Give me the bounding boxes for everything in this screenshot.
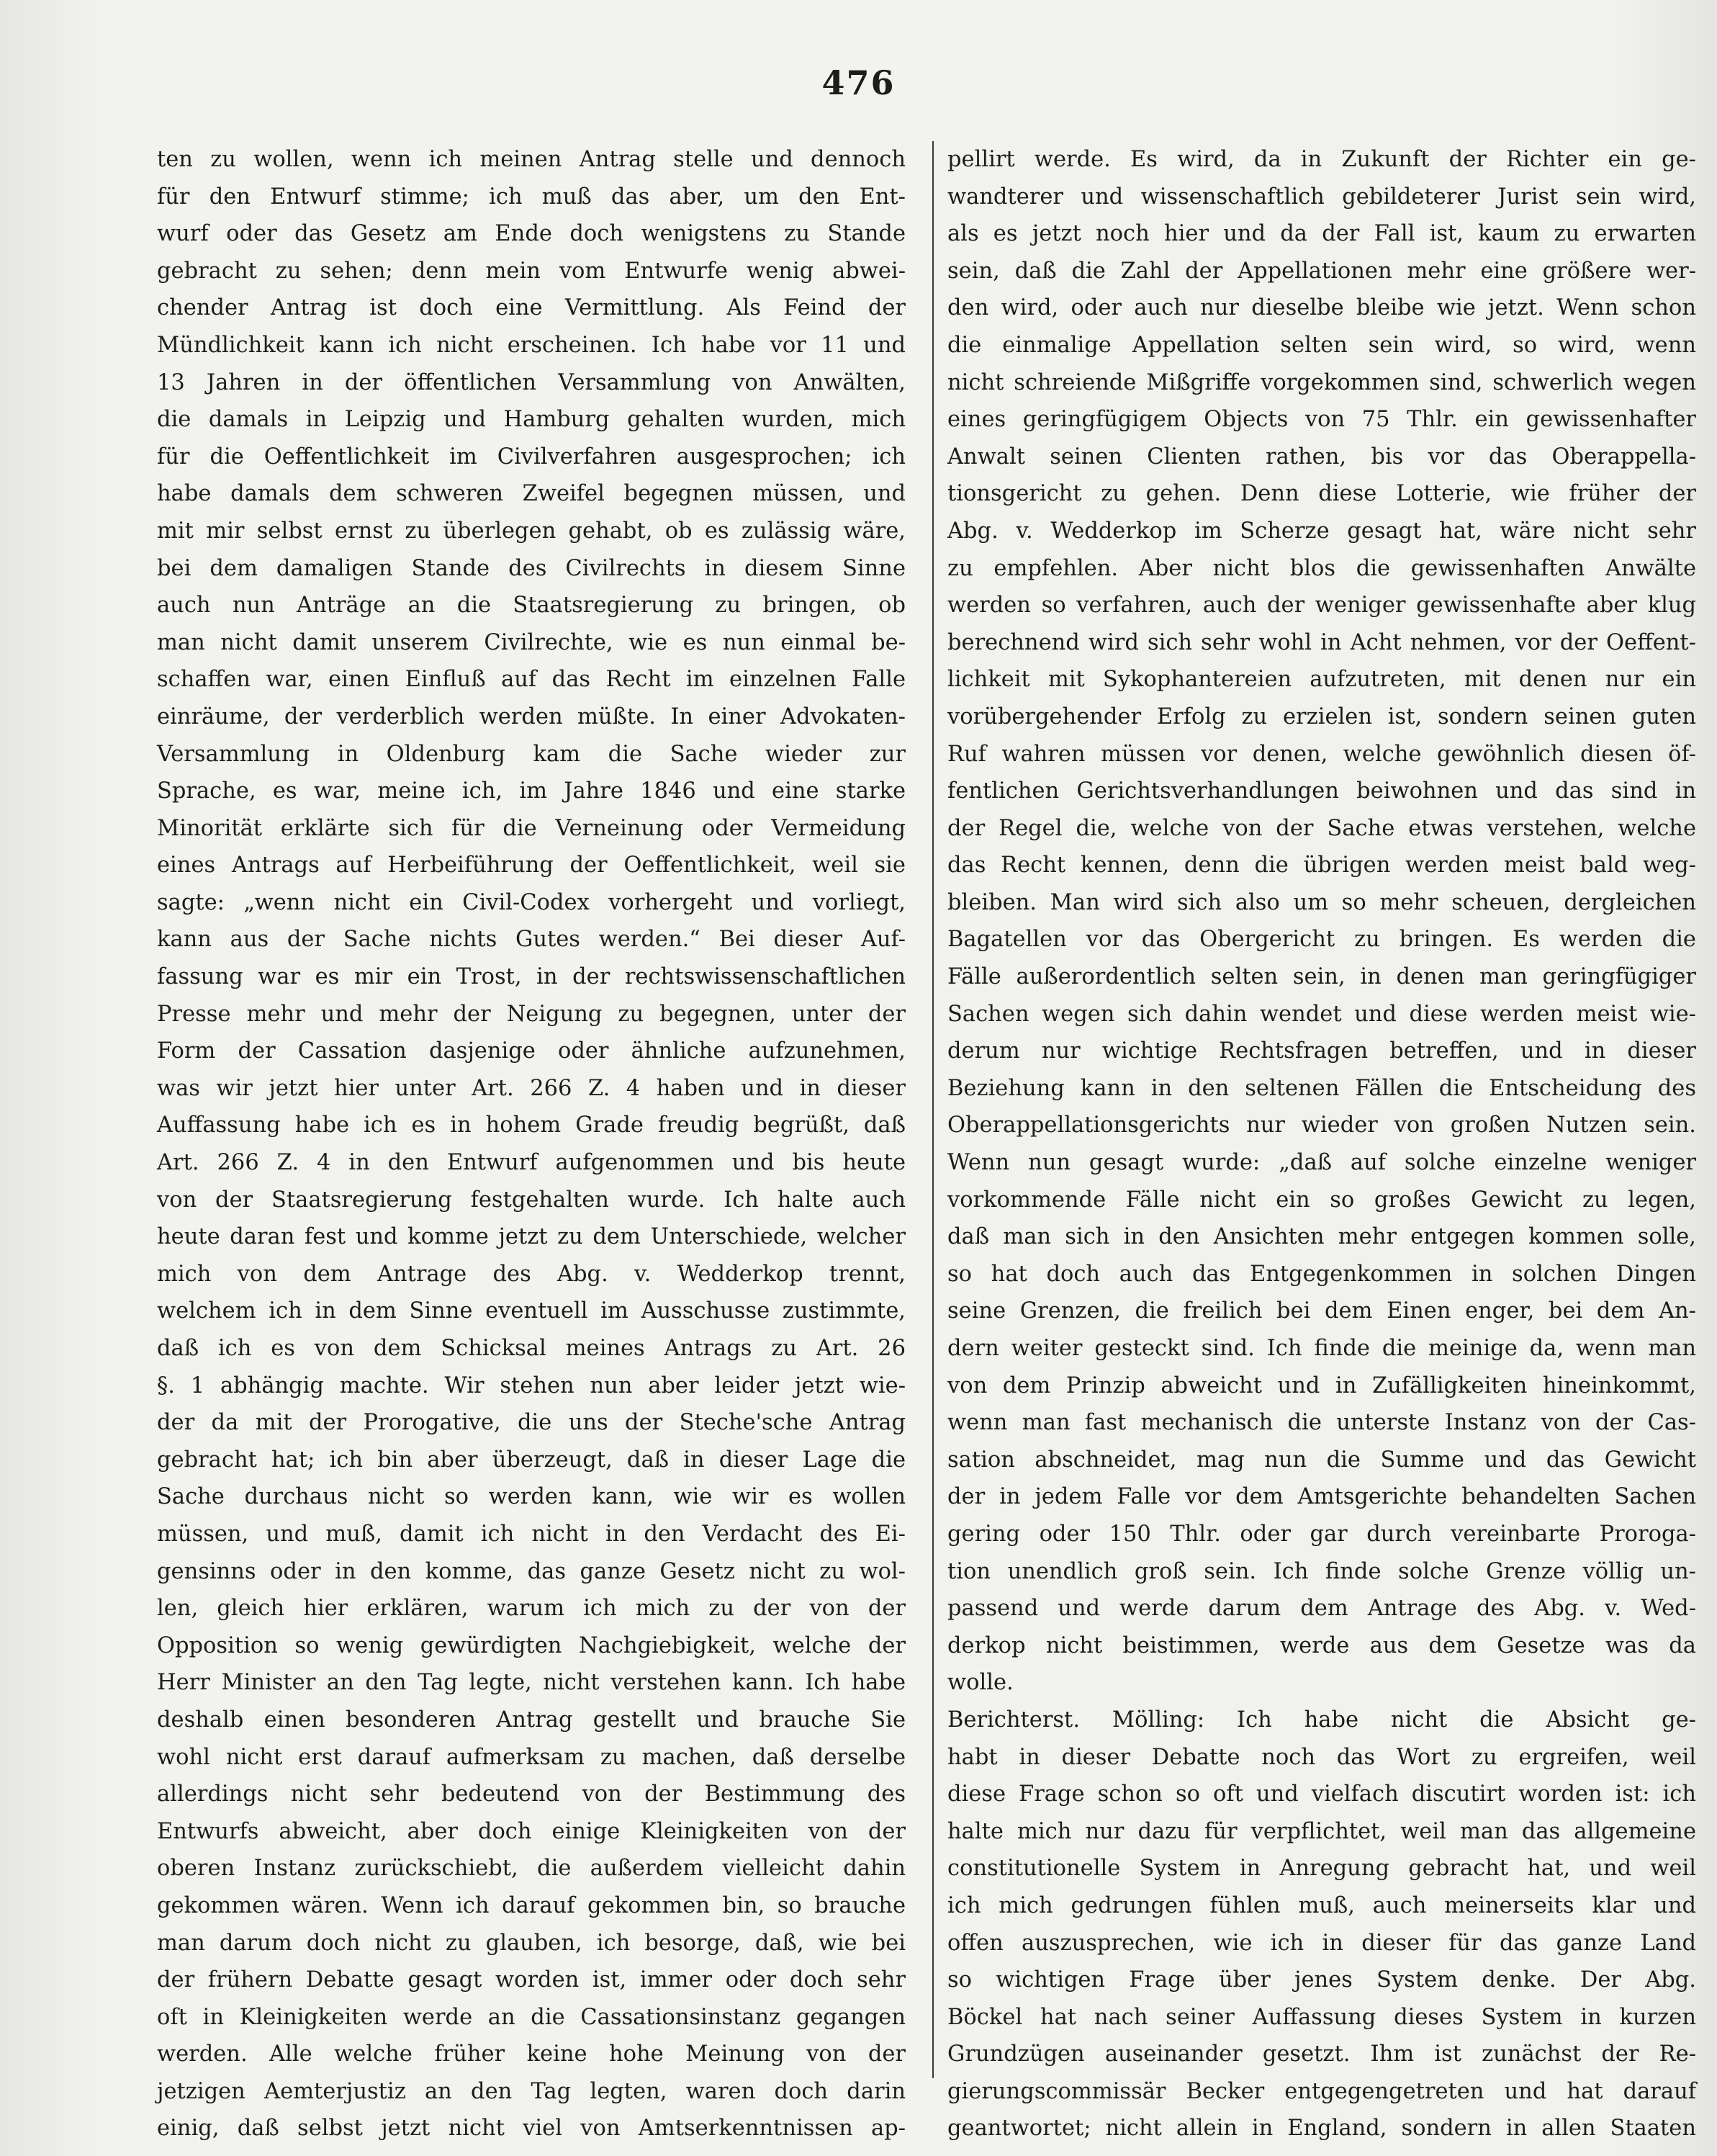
text-line: der Regel die, welche von der Sache etwas verstehen, welche: [947, 815, 1696, 841]
text-line: oft in Kleinigkeiten werde an die Cassationsinstanz gegangen: [157, 2004, 906, 2030]
text-line: Auffassung habe ich es in hohem Grade freudig begrüßt, daß: [157, 1113, 906, 1138]
text-line: habt in dieser Debatte noch das Wort zu ergreifen, weil: [947, 1744, 1696, 1770]
text-line: fassung war es mir ein Trost, in der rechtswissenschaftlichen: [157, 964, 906, 990]
text-line: Ruf wahren müssen vor denen, welche gewöhnlich diesen öf-: [947, 741, 1696, 767]
text-line: wohl nicht erst darauf aufmerksam zu machen, daß derselbe: [157, 1744, 906, 1770]
text-line: Opposition so wenig gewürdigten Nachgiebigkeit, welche der: [157, 1632, 906, 1658]
text-line: gekommen wären. Wenn ich darauf gekommen bin, so brauche: [157, 1892, 906, 1918]
text-line: vorübergehender Erfolg zu erzielen ist, sondern seinen guten: [947, 704, 1696, 729]
text-line: daß ich es von dem Schicksal meines Antrags zu Art. 26: [157, 1336, 906, 1361]
text-line: werden. Alle welche früher keine hohe Meinung von der: [157, 2042, 906, 2067]
text-line: mit mir selbst ernst zu überlegen gehabt, ob es zulässig wäre,: [157, 518, 906, 544]
text-line: das Recht kennen, denn die übrigen werden meist bald weg-: [947, 853, 1696, 879]
text-line: §. 1 abhängig machte. Wir stehen nun aber leider jetzt wie-: [157, 1373, 906, 1398]
text-line: Böckel hat nach seiner Auffassung dieses System in kurzen: [947, 2004, 1696, 2030]
text-line: was wir jetzt hier unter Art. 266 Z. 4 haben und in dieser: [157, 1075, 906, 1101]
text-line: Anwalt seinen Clienten rathen, bis vor das Oberappella-: [947, 444, 1696, 470]
text-line: Sachen wegen sich dahin wendet und diese werden meist wie-: [947, 1001, 1696, 1027]
text-line: man nicht damit unserem Civilrechte, wie es nun einmal be-: [157, 629, 906, 655]
text-line: man darum doch nicht zu glauben, ich besorge, daß, wie bei: [157, 1930, 906, 1956]
text-line: Wenn nun gesagt wurde: „daß auf solche einzelne weniger: [947, 1150, 1696, 1176]
text-line: eines Antrags auf Herbeiführung der Oeffentlichkeit, weil sie: [157, 853, 906, 879]
text-line: sagte: „wenn nicht ein Civil-Codex vorhergeht und vorliegt,: [157, 889, 906, 915]
text-line: der frühern Debatte gesagt worden ist, immer oder doch sehr: [157, 1967, 906, 1993]
text-line: der da mit der Prorogative, die uns der Steche'sche Antrag: [157, 1410, 906, 1436]
text-line: Entwurfs abweicht, aber doch einige Kleinigkeiten von der: [157, 1818, 906, 1844]
text-line: Abg. v. Wedderkop im Scherze gesagt hat, wäre nicht sehr: [947, 518, 1696, 544]
text-line: von dem Prinzip abweicht und in Zufälligkeiten hineinkommt,: [947, 1373, 1696, 1398]
text-line: Bagatellen vor das Obergericht zu bringen. Es werden die: [947, 927, 1696, 953]
text-line: gierungscommissär Becker entgegengetreten und hat darauf: [947, 2078, 1696, 2104]
text-line: Art. 266 Z. 4 in den Entwurf aufgenommen und bis heute: [157, 1150, 906, 1176]
text-line: Form der Cassation dasjenige oder ähnliche aufzunehmen,: [157, 1038, 906, 1064]
text-line: gering oder 150 Thlr. oder gar durch vereinbarte Proroga-: [947, 1521, 1696, 1547]
text-line: so wichtigen Frage über jenes System denke. Der Abg.: [947, 1967, 1696, 1993]
text-line: werden so verfahren, auch der weniger gewissenhafte aber klug: [947, 593, 1696, 619]
text-line: Versammlung in Oldenburg kam die Sache wieder zur: [157, 741, 906, 767]
text-line: der in jedem Falle vor dem Amtsgerichte behandelten Sachen: [947, 1484, 1696, 1510]
text-line: daß man sich in den Ansichten mehr entgegen kommen solle,: [947, 1224, 1696, 1250]
text-line: gebracht hat; ich bin aber überzeugt, daß in dieser Lage die: [157, 1447, 906, 1473]
text-line: dern weiter gesteckt sind. Ich finde die meinige da, wenn man: [947, 1336, 1696, 1361]
text-line: pellirt werde. Es wird, da in Zukunft der Richter ein ge-: [947, 147, 1696, 172]
text-line: bleiben. Man wird sich also um so mehr scheuen, dergleichen: [947, 889, 1696, 915]
text-line: müssen, und muß, damit ich nicht in den Verdacht des Ei-: [157, 1521, 906, 1547]
text-line: Mündlichkeit kann ich nicht erscheinen. Ich habe vor 11 und: [157, 332, 906, 358]
text-line: heute daran fest und komme jetzt zu dem Unterschiede, welcher: [157, 1224, 906, 1250]
text-line: geantwortet; nicht allein in England, sondern in allen Staaten: [947, 2116, 1696, 2142]
text-line: Minorität erklärte sich für die Verneinung oder Vermeidung: [157, 815, 906, 841]
text-line: Herr Minister an den Tag legte, nicht verstehen kann. Ich habe: [157, 1670, 906, 1696]
text-line: fentlichen Gerichtsverhandlungen beiwohnen und das sind in: [947, 778, 1696, 804]
text-line: Beziehung kann in den seltenen Fällen die Entscheidung des: [947, 1075, 1696, 1101]
text-line: tionsgericht zu gehen. Denn diese Lotterie, wie früher der: [947, 481, 1696, 507]
text-line: welchem ich in dem Sinne eventuell im Ausschusse zustimmte,: [157, 1298, 906, 1324]
text-line: deshalb einen besonderen Antrag gestellt und brauche Sie: [157, 1707, 906, 1733]
text-line: derum nur wichtige Rechtsfragen betreffen, und in dieser: [947, 1038, 1696, 1064]
text-line: berechnend wird sich sehr wohl in Acht nehmen, vor der Oeffent-: [947, 629, 1696, 655]
text-line: constitutionelle System in Anregung gebracht hat, und weil: [947, 1856, 1696, 1882]
text-line: oberen Instanz zurückschiebt, die außerdem vielleicht dahin: [157, 1856, 906, 1882]
text-line: derkop nicht beistimmen, werde aus dem Gesetze was da: [947, 1632, 1696, 1658]
text-line: mich von dem Antrage des Abg. v. Wedderkop trennt,: [157, 1261, 906, 1287]
text-line: einig, daß selbst jetzt nicht viel von Amtserkenntnissen ap-: [157, 2116, 906, 2142]
text-line: den wird, oder auch nur dieselbe bleibe wie jetzt. Wenn schon: [947, 295, 1696, 321]
text-line: wolle.: [947, 1670, 1014, 1696]
text-line: auch nun Anträge an die Staatsregierung zu bringen, ob: [157, 593, 906, 619]
text-line: diese Frage schon so oft und vielfach discutirt worden ist: ich: [947, 1782, 1696, 1807]
text-line: jetzigen Aemterjustiz an den Tag legten, waren doch darin: [157, 2078, 906, 2104]
text-line: bei dem damaligen Stande des Civilrechts in diesem Sinne: [157, 555, 906, 581]
text-line: passend und werde darum dem Antrage des Abg. v. Wed-: [947, 1596, 1696, 1622]
text-line: die damals in Leipzig und Hamburg gehalten wurden, mich: [157, 407, 906, 433]
text-line: gensinns oder in den komme, das ganze Gesetz nicht zu wol-: [157, 1558, 906, 1584]
left-text-column: [157, 141, 906, 2142]
text-line: die einmalige Appellation selten sein wird, so wird, wenn: [947, 332, 1696, 358]
text-line: len, gleich hier erklären, warum ich mich zu der von der: [157, 1596, 906, 1622]
text-line: halte mich nur dazu für verpflichtet, weil man das allgemeine: [947, 1818, 1696, 1844]
text-line: gebracht zu sehen; denn mein vom Entwurfe wenig abwei-: [157, 258, 906, 284]
text-line: wurf oder das Gesetz am Ende doch wenigstens zu Stande: [157, 221, 906, 247]
text-line: vorkommende Fälle nicht ein so großes Gewicht zu legen,: [947, 1187, 1696, 1213]
right-text-column: [947, 141, 1696, 2142]
text-line: Sprache, es war, meine ich, im Jahre 1846 und eine starke: [157, 778, 906, 804]
text-line: wandterer und wissenschaftlich gebildeterer Jurist sein wird,: [947, 184, 1696, 210]
text-line: Oberappellationsgerichts nur wieder von großen Nutzen sein.: [947, 1113, 1696, 1138]
text-line: allerdings nicht sehr bedeutend von der Bestimmung des: [157, 1782, 906, 1807]
text-line: als es jetzt noch hier und da der Fall ist, kaum zu erwarten: [947, 221, 1696, 247]
text-line: Presse mehr und mehr der Neigung zu begegnen, unter der: [157, 1001, 906, 1027]
column-divider: [932, 141, 934, 2078]
page-number: 476: [821, 63, 896, 102]
text-line: sein, daß die Zahl der Appellationen mehr eine größere wer-: [947, 258, 1696, 284]
text-line: tion unendlich groß sein. Ich finde solche Grenze völlig un-: [947, 1558, 1696, 1584]
text-line: wenn man fast mechanisch die unterste Instanz von der Cas-: [947, 1410, 1696, 1436]
text-line: für die Oeffentlichkeit im Civilverfahren ausgesprochen; ich: [157, 444, 906, 470]
text-line: einräume, der verderblich werden müßte. In einer Advokaten-: [157, 704, 906, 729]
text-line: nicht schreiende Mißgriffe vorgekommen sind, schwerlich wegen: [947, 369, 1696, 395]
text-line: ten zu wollen, wenn ich meinen Antrag stelle und dennoch: [157, 147, 906, 172]
text-line: Sache durchaus nicht so werden kann, wie wir es wollen: [157, 1484, 906, 1510]
text-line: habe damals dem schweren Zweifel begegnen müssen, und: [157, 481, 906, 507]
text-line: Fälle außerordentlich selten sein, in denen man geringfügiger: [947, 964, 1696, 990]
text-line: schaffen war, einen Einfluß auf das Recht im einzelnen Falle: [157, 667, 906, 693]
text-line: Grundzügen auseinander gesetzt. Ihm ist zunächst der Re-: [947, 2042, 1696, 2067]
text-line: kann aus der Sache nichts Gutes werden.“ Bei dieser Auf-: [157, 927, 906, 953]
text-line: so hat doch auch das Entgegenkommen in solchen Dingen: [947, 1261, 1696, 1287]
text-line: Berichterst. Mölling: Ich habe nicht die Absicht ge-: [947, 1707, 1696, 1733]
text-line: ich mich gedrungen fühlen muß, auch meinerseits klar und: [947, 1892, 1696, 1918]
text-line: eines geringfügigem Objects von 75 Thlr. ein gewissenhafter: [947, 407, 1696, 433]
text-line: lichkeit mit Sykophantereien aufzutreten, mit denen nur ein: [947, 667, 1696, 693]
text-line: offen auszusprechen, wie ich in dieser für das ganze Land: [947, 1930, 1696, 1956]
text-line: chender Antrag ist doch eine Vermittlung. Als Feind der: [157, 295, 906, 321]
text-line: seine Grenzen, die freilich bei dem Einen enger, bei dem An-: [947, 1298, 1696, 1324]
text-line: zu empfehlen. Aber nicht blos die gewissenhaften Anwälte: [947, 555, 1696, 581]
text-line: 13 Jahren in der öffentlichen Versammlung von Anwälten,: [157, 369, 906, 395]
text-line: für den Entwurf stimme; ich muß das aber, um den Ent-: [157, 184, 906, 210]
text-line: von der Staatsregierung festgehalten wurde. Ich halte auch: [157, 1187, 906, 1213]
text-line: sation abschneidet, mag nun die Summe und das Gewicht: [947, 1447, 1696, 1473]
